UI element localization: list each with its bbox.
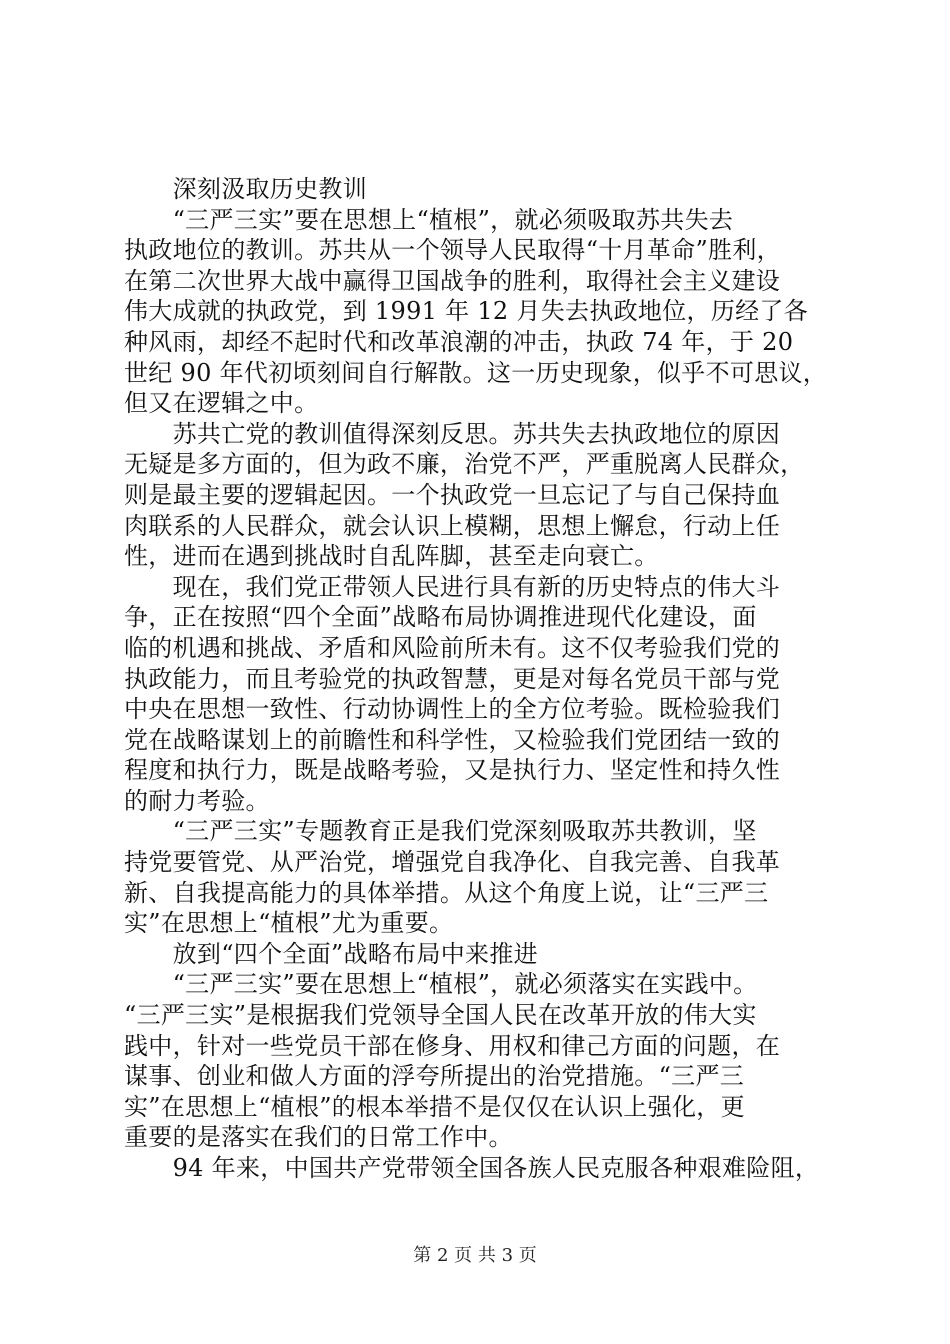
text-line: “三严三实”要在思想上“植根”，就必须落实在实践中。 <box>124 970 758 999</box>
text-line: 重要的是落实在我们的日常工作中。 <box>124 1123 513 1152</box>
text-line: 种风雨，却经不起时代和改革浪潮的冲击，执政 74 年，于 20 <box>124 327 794 356</box>
text-line: 实”在思想上“植根”尤为重要。 <box>124 909 454 938</box>
text-line: 无疑是多方面的，但为政不廉，治党不严，严重脱离人民群众， <box>124 450 805 479</box>
text-line: 深刻汲取历史教训 <box>124 175 367 203</box>
paragraph <box>124 1153 844 1184</box>
paragraph <box>124 969 844 1153</box>
text-line: 在第二次世界大战中赢得卫国战争的胜利，取得社会主义建设 <box>124 266 781 295</box>
text-line: 肉联系的人民群众，就会认识上模糊，思想上懈怠，行动上任 <box>124 511 781 540</box>
text-line: “三严三实”是根据我们党领导全国人民在改革开放的伟大实 <box>124 1001 757 1030</box>
text-line: 世纪 90 年代初顷刻间自行解散。这一历史现象，似乎不可思议， <box>124 358 828 387</box>
paragraph <box>124 939 844 970</box>
text-line: 争，正在按照“四个全面”战略布局协调推进现代化建设，面 <box>124 603 757 632</box>
text-line: 伟大成就的执政党，到 1991 年 12 月失去执政地位，历经了各 <box>124 297 809 326</box>
paragraph <box>124 419 844 572</box>
document-body <box>124 174 844 1184</box>
text-line: 践中，针对一些党员干部在修身、用权和律己方面的问题，在 <box>124 1031 781 1060</box>
page-number-footer: 第 2 页 共 3 页 <box>413 1245 537 1266</box>
text-line: 持党要管党、从严治党，增强党自我净化、自我完善、自我革 <box>124 848 781 877</box>
text-line: 执政地位的教训。苏共从一个领导人民取得“十月革命”胜利， <box>124 236 781 265</box>
text-line: 谋事、创业和做人方面的浮夸所提出的治党措施。“三严三 <box>124 1062 745 1091</box>
text-line: “三严三实”专题教育正是我们党深刻吸取苏共教训，坚 <box>124 817 757 846</box>
text-line: 但又在逻辑之中。 <box>124 389 319 418</box>
text-line: 苏共亡党的教训值得深刻反思。苏共失去执政地位的原因 <box>124 419 781 448</box>
text-line: 94 年来，中国共产党带领全国各族人民克服各种艰难险阻， <box>124 1154 820 1182</box>
text-line: 新、自我提高能力的具体举措。从这个角度上说，让“三严三 <box>124 878 769 907</box>
text-line: “三严三实”要在思想上“植根”，就必须吸取苏共失去 <box>124 205 734 234</box>
paragraph <box>124 205 844 419</box>
text-line: 临的机遇和挑战、矛盾和风险前所未有。这不仅考验我们党的 <box>124 633 781 662</box>
paragraph <box>124 816 844 938</box>
text-line: 程度和执行力，既是战略考验，又是执行力、坚定性和持久性 <box>124 756 781 785</box>
text-line: 性，进而在遇到挑战时自乱阵脚，甚至走向衰亡。 <box>124 542 659 571</box>
text-line: 则是最主要的逻辑起因。一个执政党一旦忘记了与自己保持血 <box>124 480 781 509</box>
text-line: 执政能力，而且考验党的执政智慧，更是对每名党员干部与党 <box>124 664 781 693</box>
text-line: 党在战略谋划上的前瞻性和科学性，又检验我们党团结一致的 <box>124 725 781 754</box>
paragraph <box>124 174 844 205</box>
paragraph <box>124 572 844 817</box>
text-line: 实”在思想上“植根”的根本举措不是仅仅在认识上强化，更 <box>124 1092 745 1121</box>
text-line: 中央在思想一致性、行动协调性上的全方位考验。既检验我们 <box>124 695 781 724</box>
text-line: 的耐力考验。 <box>124 786 270 815</box>
text-line: 现在，我们党正带领人民进行具有新的历史特点的伟大斗 <box>124 572 781 601</box>
text-line: 放到“四个全面”战略布局中来推进 <box>124 939 538 968</box>
